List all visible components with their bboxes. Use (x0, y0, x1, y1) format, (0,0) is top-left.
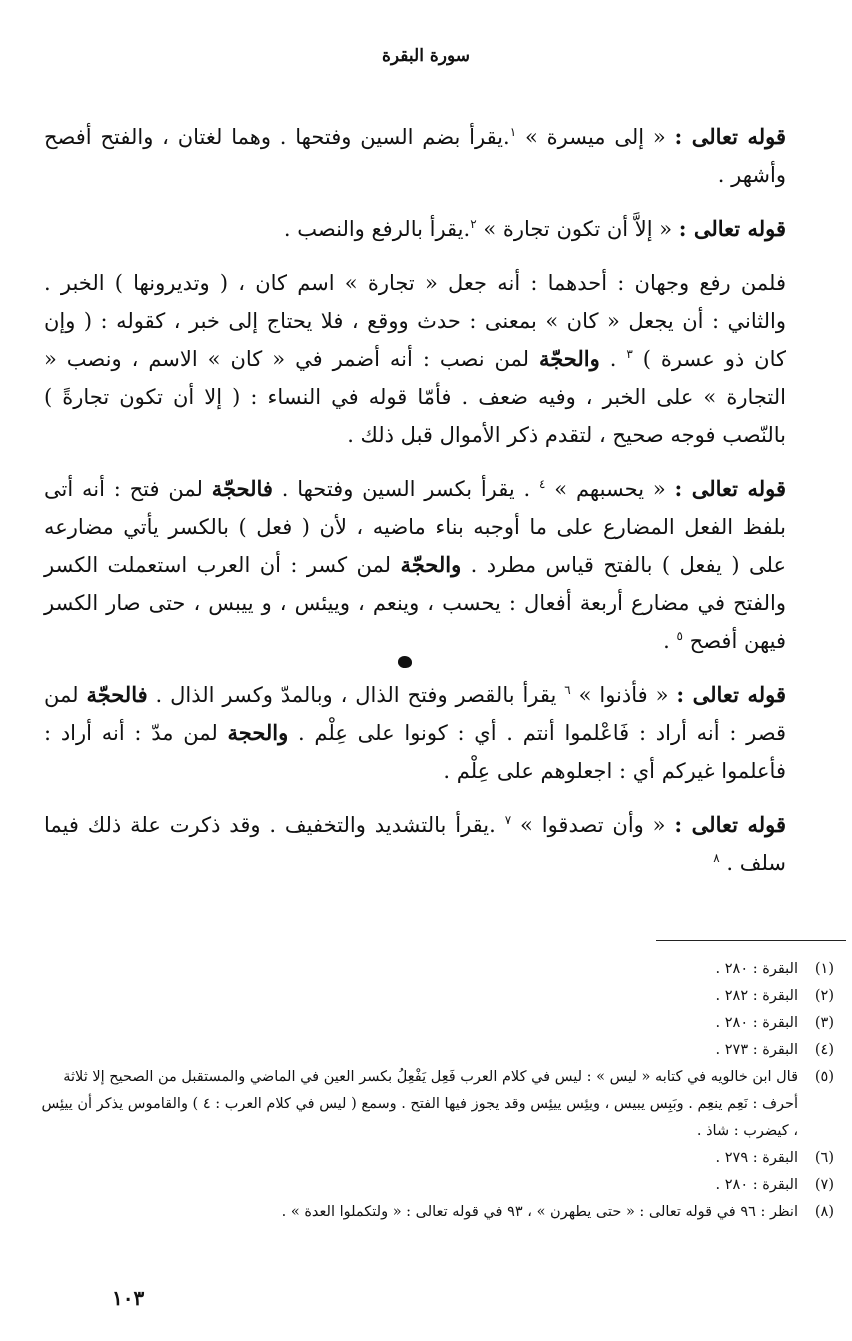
text-run: لمن مدّ : أنه أراد : فأعلموا غيركم أي : اجعلوهم على عِلْم . (44, 721, 786, 783)
verse-lead: قوله تعالى : (674, 812, 786, 837)
footnote-number: (٥) (814, 1069, 834, 1085)
footnote-text: البقرة : ٢٨٠ . (715, 1177, 798, 1193)
footnote (34, 1010, 834, 1037)
footnote-ref: ١ (509, 125, 517, 139)
footnote-ref: ٧ (504, 813, 512, 827)
paragraph-4 (44, 470, 786, 660)
footnote (34, 956, 834, 983)
paragraph-2 (44, 210, 786, 248)
footnote-ref: ٨ (713, 851, 720, 865)
verse-lead: قوله تعالى : (674, 476, 787, 501)
footnote-text: البقرة : ٢٨٠ . (715, 1015, 798, 1031)
text-run: « إلى ميسرة » (516, 125, 675, 149)
paragraph-1 (44, 118, 786, 194)
main-text (44, 118, 786, 898)
footnote-text: البقرة : ٢٧٩ . (715, 1150, 798, 1166)
footnote (34, 1172, 834, 1199)
paragraph-5 (44, 676, 786, 790)
footnote-ref: ٤ (539, 477, 546, 491)
footnote-text: البقرة : ٢٨٢ . (715, 988, 798, 1004)
text-run: . يقرأ بكسر السين وفتحها . (272, 477, 540, 501)
footnote-text: قال ابن خالويه في كتابه « ليس » : ليس في كلام العرب فَعِل يَفْعِلُ بكسر العين في الماضي والمستقبل من الصحيح إلا ثلاثة أحرف : نَعِم ينعِم . وبَبِس يبيس ، ويئِس ييئِس وقد يجوز فيها الفتح . وسمع ( ليس في كلام العرب : ٤ ) والقاموس يذكر أن ييئِس ، كيضرب : شاذ . (41, 1069, 798, 1139)
running-head: سورة البقرة (382, 46, 470, 66)
text-run: « فأذنوا » (570, 683, 677, 707)
text-run: .يقرأ بالرفع والنصب . (283, 217, 471, 241)
ink-blot (398, 656, 412, 668)
footnote-text: انظر : ٩٦ في قوله تعالى : « حتى يطهرن » ، ٩٣ في قوله تعالى : « ولتكملوا العدة » . (281, 1204, 798, 1220)
paragraph-3 (44, 264, 786, 454)
footnote-text: البقرة : ٢٨٠ . (715, 961, 798, 977)
footnote-number: (٤) (814, 1042, 834, 1058)
paragraph-6 (44, 806, 786, 882)
hujja-term: والحجّة (538, 346, 600, 371)
text-run: « إلاَّ أن تكون تجارة » (476, 217, 679, 241)
verse-lead: قوله تعالى : (676, 682, 786, 707)
text-run: فلمن رفع وجهان : أحدهما : أنه جعل « تجارة » اسم كان ، ( وتديرونها ) الخبر . والثاني : أن يجعل « كان » بمعنى : حدث ووقع ، فلا يحتاج إلى خبر ، كقوله : ( وإن كان ذو عسرة ) (44, 271, 786, 371)
footnotes (34, 956, 834, 1226)
text-run: يقرأ بالقصر وفتح الذال ، وبالمدّ وكسر الذال . (147, 683, 565, 707)
text-run: . (663, 629, 677, 653)
hujja-term: والحجّة (400, 552, 462, 577)
verse-lead: قوله تعالى : (674, 124, 787, 149)
footnote-number: (١) (814, 961, 834, 977)
text-run: « وأن تصدقوا » (511, 813, 675, 837)
footnote-number: (٨) (814, 1204, 834, 1220)
text-run: لمن فتح : أنه أتى بلفظ الفعل المضارع على ما أوجبه بناء ماضيه ، لأن ( فعل ) بالكسر يأتي مضارعه على ( يفعل ) بالفتح قياس مطرد . (44, 477, 786, 577)
footnote (34, 1199, 834, 1226)
text-run: « يحسبهم » (545, 477, 675, 501)
text-run: .يقرأ بضم السين وفتحها . وهما لغتان ، والفتح أفصح وأشهر . (44, 125, 786, 187)
footnote (34, 983, 834, 1010)
verse-lead: قوله تعالى : (678, 216, 786, 241)
text-run: لمن قصر : أنه أراد : فَاعْلموا أنتم . أي : كونوا على عِلْم . (44, 683, 786, 745)
footnote-number: (٧) (814, 1177, 834, 1193)
footnote (34, 1037, 834, 1064)
text-run: لمن كسر : أن العرب استعملت الكسر والفتح في مضارع أربعة أفعال : يحسب ، وينعم ، وييئس ، و ييبس ، حتى صار الكسر فيهن أفصح (44, 553, 786, 653)
footnote (34, 1064, 834, 1145)
text-run: لمن نصب : أنه أضمر في « كان » الاسم ، ونصب « التجارة » على الخبر ، وفيه ضعف . فأمّا قوله في النساء : ( إلا أن تكون تجارةً ) بالنّصب فوجه صحيح ، لتقدم ذكر الأموال قبل ذلك . (44, 347, 786, 447)
footnote-ref: ٦ (564, 683, 571, 697)
footnote (34, 1145, 834, 1172)
footnote-number: (٣) (814, 1015, 834, 1031)
text-run: .يقرأ بالتشديد والتخفيف . وقد ذكرت علة ذلك فيما سلف . (44, 813, 786, 875)
footnote-number: (٢) (814, 988, 834, 1004)
footnote-ref: ٣ (626, 347, 633, 361)
page-number: ١٠٣ (112, 1286, 145, 1310)
text-run: . (599, 347, 627, 371)
footnote-number: (٦) (814, 1150, 834, 1166)
footnote-ref: ٥ (676, 629, 683, 643)
footnote-rule (656, 940, 846, 941)
footnote-text: البقرة : ٢٧٣ . (715, 1042, 798, 1058)
footnote-ref: ٢ (470, 217, 477, 231)
hujja-term: فالحجّة (86, 682, 148, 707)
hujja-term: فالحجّة (211, 476, 273, 501)
hujja-term: والحجة (227, 720, 289, 745)
